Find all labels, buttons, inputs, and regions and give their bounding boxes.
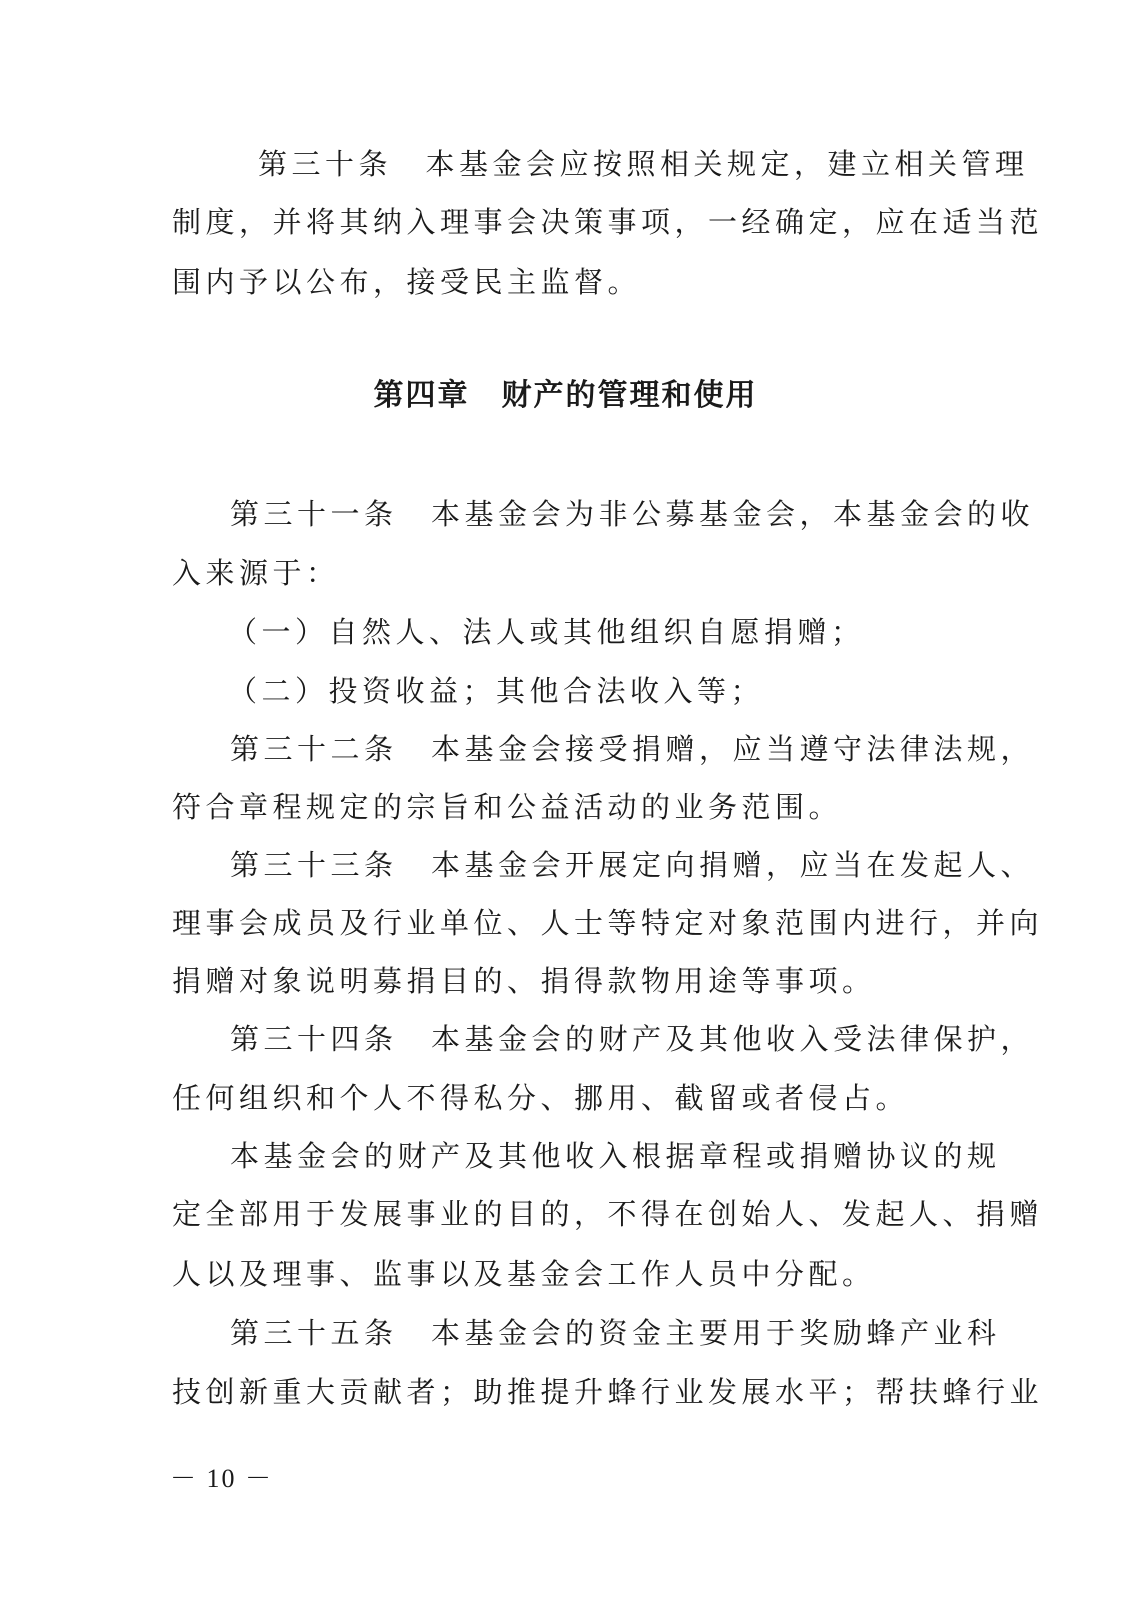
article-31-line-1: 第三十一条 本基金会为非公募基金会，本基金会的收 — [230, 497, 1035, 531]
article-33-line-2: 理事会成员及行业单位、人士等特定对象范围内进行，并向 — [172, 906, 1044, 940]
article-35-line-1: 第三十五条 本基金会的资金主要用于奖励蜂产业科 — [230, 1316, 1001, 1350]
article-34-para-2-line-2: 定全部用于发展事业的目的，不得在创始人、发起人、捐赠 — [172, 1197, 1044, 1231]
article-33-line-1: 第三十三条 本基金会开展定向捐赠，应当在发起人、 — [230, 848, 1035, 882]
article-31-item-1: （一）自然人、法人或其他组织自愿捐赠； — [228, 615, 865, 649]
page-number: － 10 － — [170, 1464, 274, 1493]
article-35-line-2: 技创新重大贡献者；助推提升蜂行业发展水平；帮扶蜂行业 — [172, 1375, 1044, 1409]
article-30-line-2: 制度，并将其纳入理事会决策事项，一经确定，应在适当范 — [172, 205, 1044, 239]
article-30-line-1: 第三十条 本基金会应按照相关规定，建立相关管理 — [258, 147, 1029, 181]
article-34-line-2: 任何组织和个人不得私分、挪用、截留或者侵占。 — [172, 1081, 910, 1115]
article-34-line-1: 第三十四条 本基金会的财产及其他收入受法律保护， — [230, 1022, 1035, 1056]
article-32-line-2: 符合章程规定的宗旨和公益活动的业务范围。 — [172, 790, 843, 824]
chapter-4-title: 第四章 财产的管理和使用 — [373, 378, 758, 413]
article-31-item-2: （二）投资收益；其他合法收入等； — [228, 674, 765, 708]
article-33-line-3: 捐赠对象说明募捐目的、捐得款物用途等事项。 — [172, 964, 876, 998]
article-32-line-1: 第三十二条 本基金会接受捐赠，应当遵守法律法规， — [230, 732, 1035, 766]
article-34-para-2-line-1: 本基金会的财产及其他收入根据章程或捐赠协议的规 — [230, 1139, 1001, 1173]
article-31-line-2: 入来源于： — [172, 556, 340, 590]
article-34-para-2-line-3: 人以及理事、监事以及基金会工作人员中分配。 — [172, 1257, 876, 1291]
article-30-line-3: 围内予以公布，接受民主监督。 — [172, 265, 642, 299]
